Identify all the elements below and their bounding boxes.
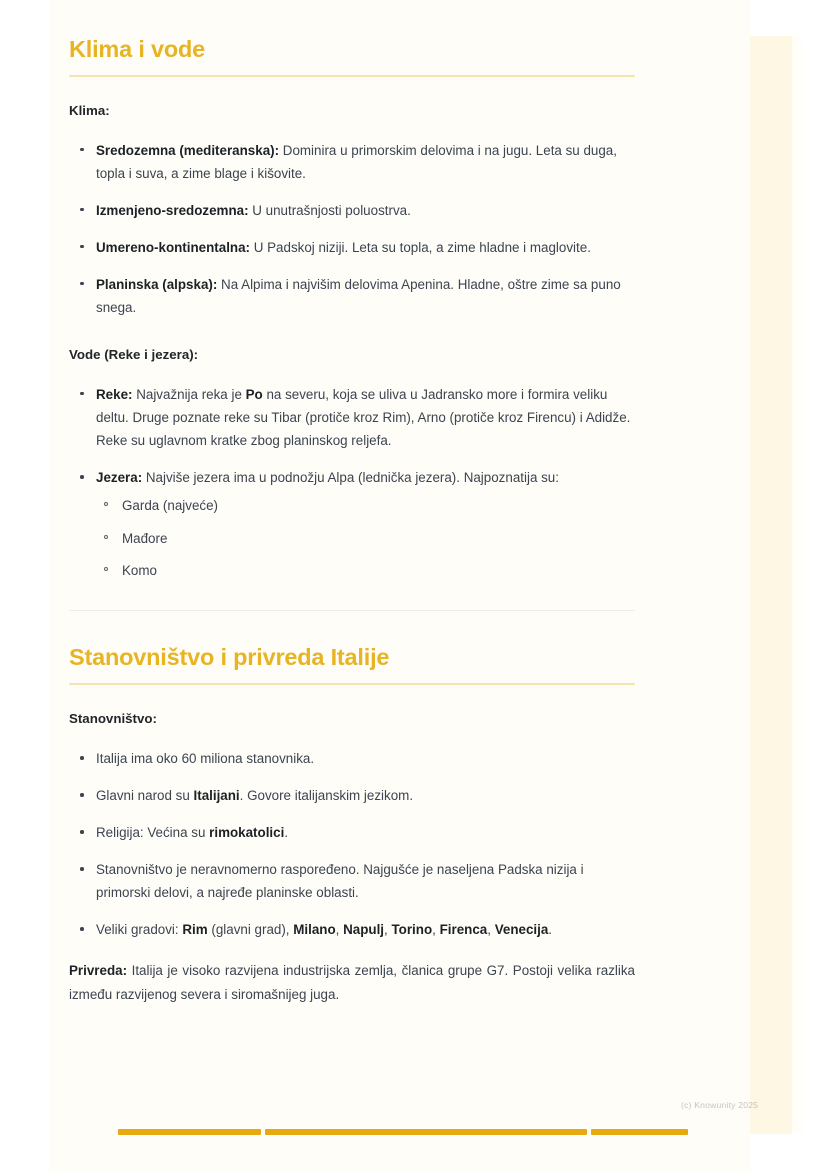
list-item — [69, 236, 639, 259]
list-item-sep: , — [384, 922, 392, 938]
list-item-text-b: na severu, koja se uliva u Jadransko more i formira veliku deltu. Druge poznate reke su Tibar (protiče kroz Rim), Arno (protiče kroz Firencu) i Adidže. Reke su uglavnom kratke zbog planinskog reljefa. — [96, 386, 631, 448]
city-napulj: Napulj — [343, 922, 385, 938]
right-decorative-strip — [748, 36, 794, 1134]
list-item — [69, 199, 639, 222]
list-item — [69, 747, 639, 770]
list-item-text: U Padskoj niziji. Leta su topla, a zime hladne i maglovite. — [250, 239, 591, 255]
list-item-text-a: Najvažnija reka je — [132, 386, 246, 402]
list-item-text: Na Alpima i najvišim delovima Apenina. Hladne, oštre zime sa puno snega. — [96, 276, 621, 315]
section-title-rule — [69, 75, 635, 77]
privreda-text: Italija je visoko razvijena industrijska zemlja, članica grupe G7. Postoji velika razlika između razvijenog severa i siromašnijeg juga. — [69, 963, 635, 1002]
subheading-stanovnistvo: Stanovništvo: — [69, 711, 157, 727]
list-item-term: Izmenjeno-sredozemna: — [96, 202, 249, 218]
list-item — [69, 139, 639, 185]
list-item-text: Veliki gradovi: — [96, 922, 183, 938]
sub-list-item: Garda (najveće) — [96, 495, 639, 516]
list-item-term: Sredozemna (mediteranska): — [96, 142, 280, 158]
list-item-sep: , — [335, 922, 344, 938]
content-card-inner — [69, 36, 639, 1006]
klima-list — [69, 139, 639, 319]
privreda-term: Privreda: — [69, 963, 128, 979]
section-divider — [69, 610, 635, 611]
subheading-klima: Klima: — [69, 102, 110, 118]
sub-list-item: Mađore — [96, 528, 639, 549]
list-item-term: Reke: — [96, 386, 133, 402]
bottom-bar-segment-1 — [118, 1129, 261, 1135]
city-venecija: Venecija — [494, 922, 549, 938]
privreda-paragraph — [69, 959, 635, 1006]
list-item-text: U unutrašnjosti poluostrva. — [248, 202, 411, 218]
content-card — [50, 0, 750, 1171]
city-rim: Rim — [182, 922, 208, 938]
list-item-text: Religija: Većina su — [96, 825, 210, 841]
list-item — [69, 466, 639, 581]
stanovnistvo-list — [69, 747, 639, 941]
list-item-text: Stanovništvo je neravnomerno raspoređeno. Najgušće je naseljena Padska nizija i primorski delovi, a najređe planinske oblasti. — [96, 862, 584, 901]
list-item-term: Planinska (alpska): — [96, 276, 218, 292]
city-torino: Torino — [391, 922, 433, 938]
list-item-term: Umereno-kontinentalna: — [96, 239, 251, 255]
list-item-text: Glavni narod su — [96, 788, 194, 804]
list-item-term: Jezera: — [96, 470, 143, 486]
sub-list-item: Komo — [96, 560, 639, 581]
list-item-sep: . — [548, 922, 553, 938]
bottom-bar-segment-3 — [591, 1129, 688, 1135]
list-item — [69, 273, 639, 319]
list-item-sep: (glavni grad), — [207, 922, 294, 938]
list-item-text: Italija ima oko 60 miliona stanovnika. — [96, 751, 315, 767]
city-firenca: Firenca — [439, 922, 488, 938]
bottom-progress-bars — [118, 1129, 688, 1135]
list-item-text-tail: . — [284, 825, 289, 841]
list-item — [69, 383, 639, 452]
list-item-sep: , — [487, 922, 495, 938]
copyright-watermark: (c) Knowunity 2025 — [681, 1100, 759, 1110]
subheading-vode: Vode (Reke i jezera): — [69, 346, 199, 362]
list-item-sep: , — [432, 922, 440, 938]
list-item-text: Najviše jezera ima u podnožju Alpa (lednička jezera). Najpoznatija su: — [142, 470, 559, 486]
list-item — [69, 858, 639, 904]
list-item-text-tail: . Govore italijanskim jezikom. — [239, 788, 414, 804]
section-title-stanovnistvo: Stanovništvo i privreda Italije — [69, 644, 390, 671]
vode-list — [69, 383, 639, 582]
bottom-bar-segment-2 — [265, 1129, 587, 1135]
jezera-sublist — [96, 495, 639, 581]
list-item-text: Dominira u primorskim delovima i na jugu. Leta su duga, topla i suva, a zime blage i kišovite. — [96, 142, 617, 181]
section-title-klima: Klima i vode — [69, 36, 206, 62]
list-item-bold: rimokatolici — [209, 825, 285, 841]
section-title-rule-2 — [69, 683, 635, 685]
list-item — [69, 918, 639, 941]
list-item — [69, 784, 639, 807]
list-item — [69, 821, 639, 844]
list-item-inline-bold: Po — [245, 386, 263, 402]
right-strip-fade — [792, 36, 806, 1134]
list-item-bold: Italijani — [193, 788, 240, 804]
city-milano: Milano — [293, 922, 336, 938]
